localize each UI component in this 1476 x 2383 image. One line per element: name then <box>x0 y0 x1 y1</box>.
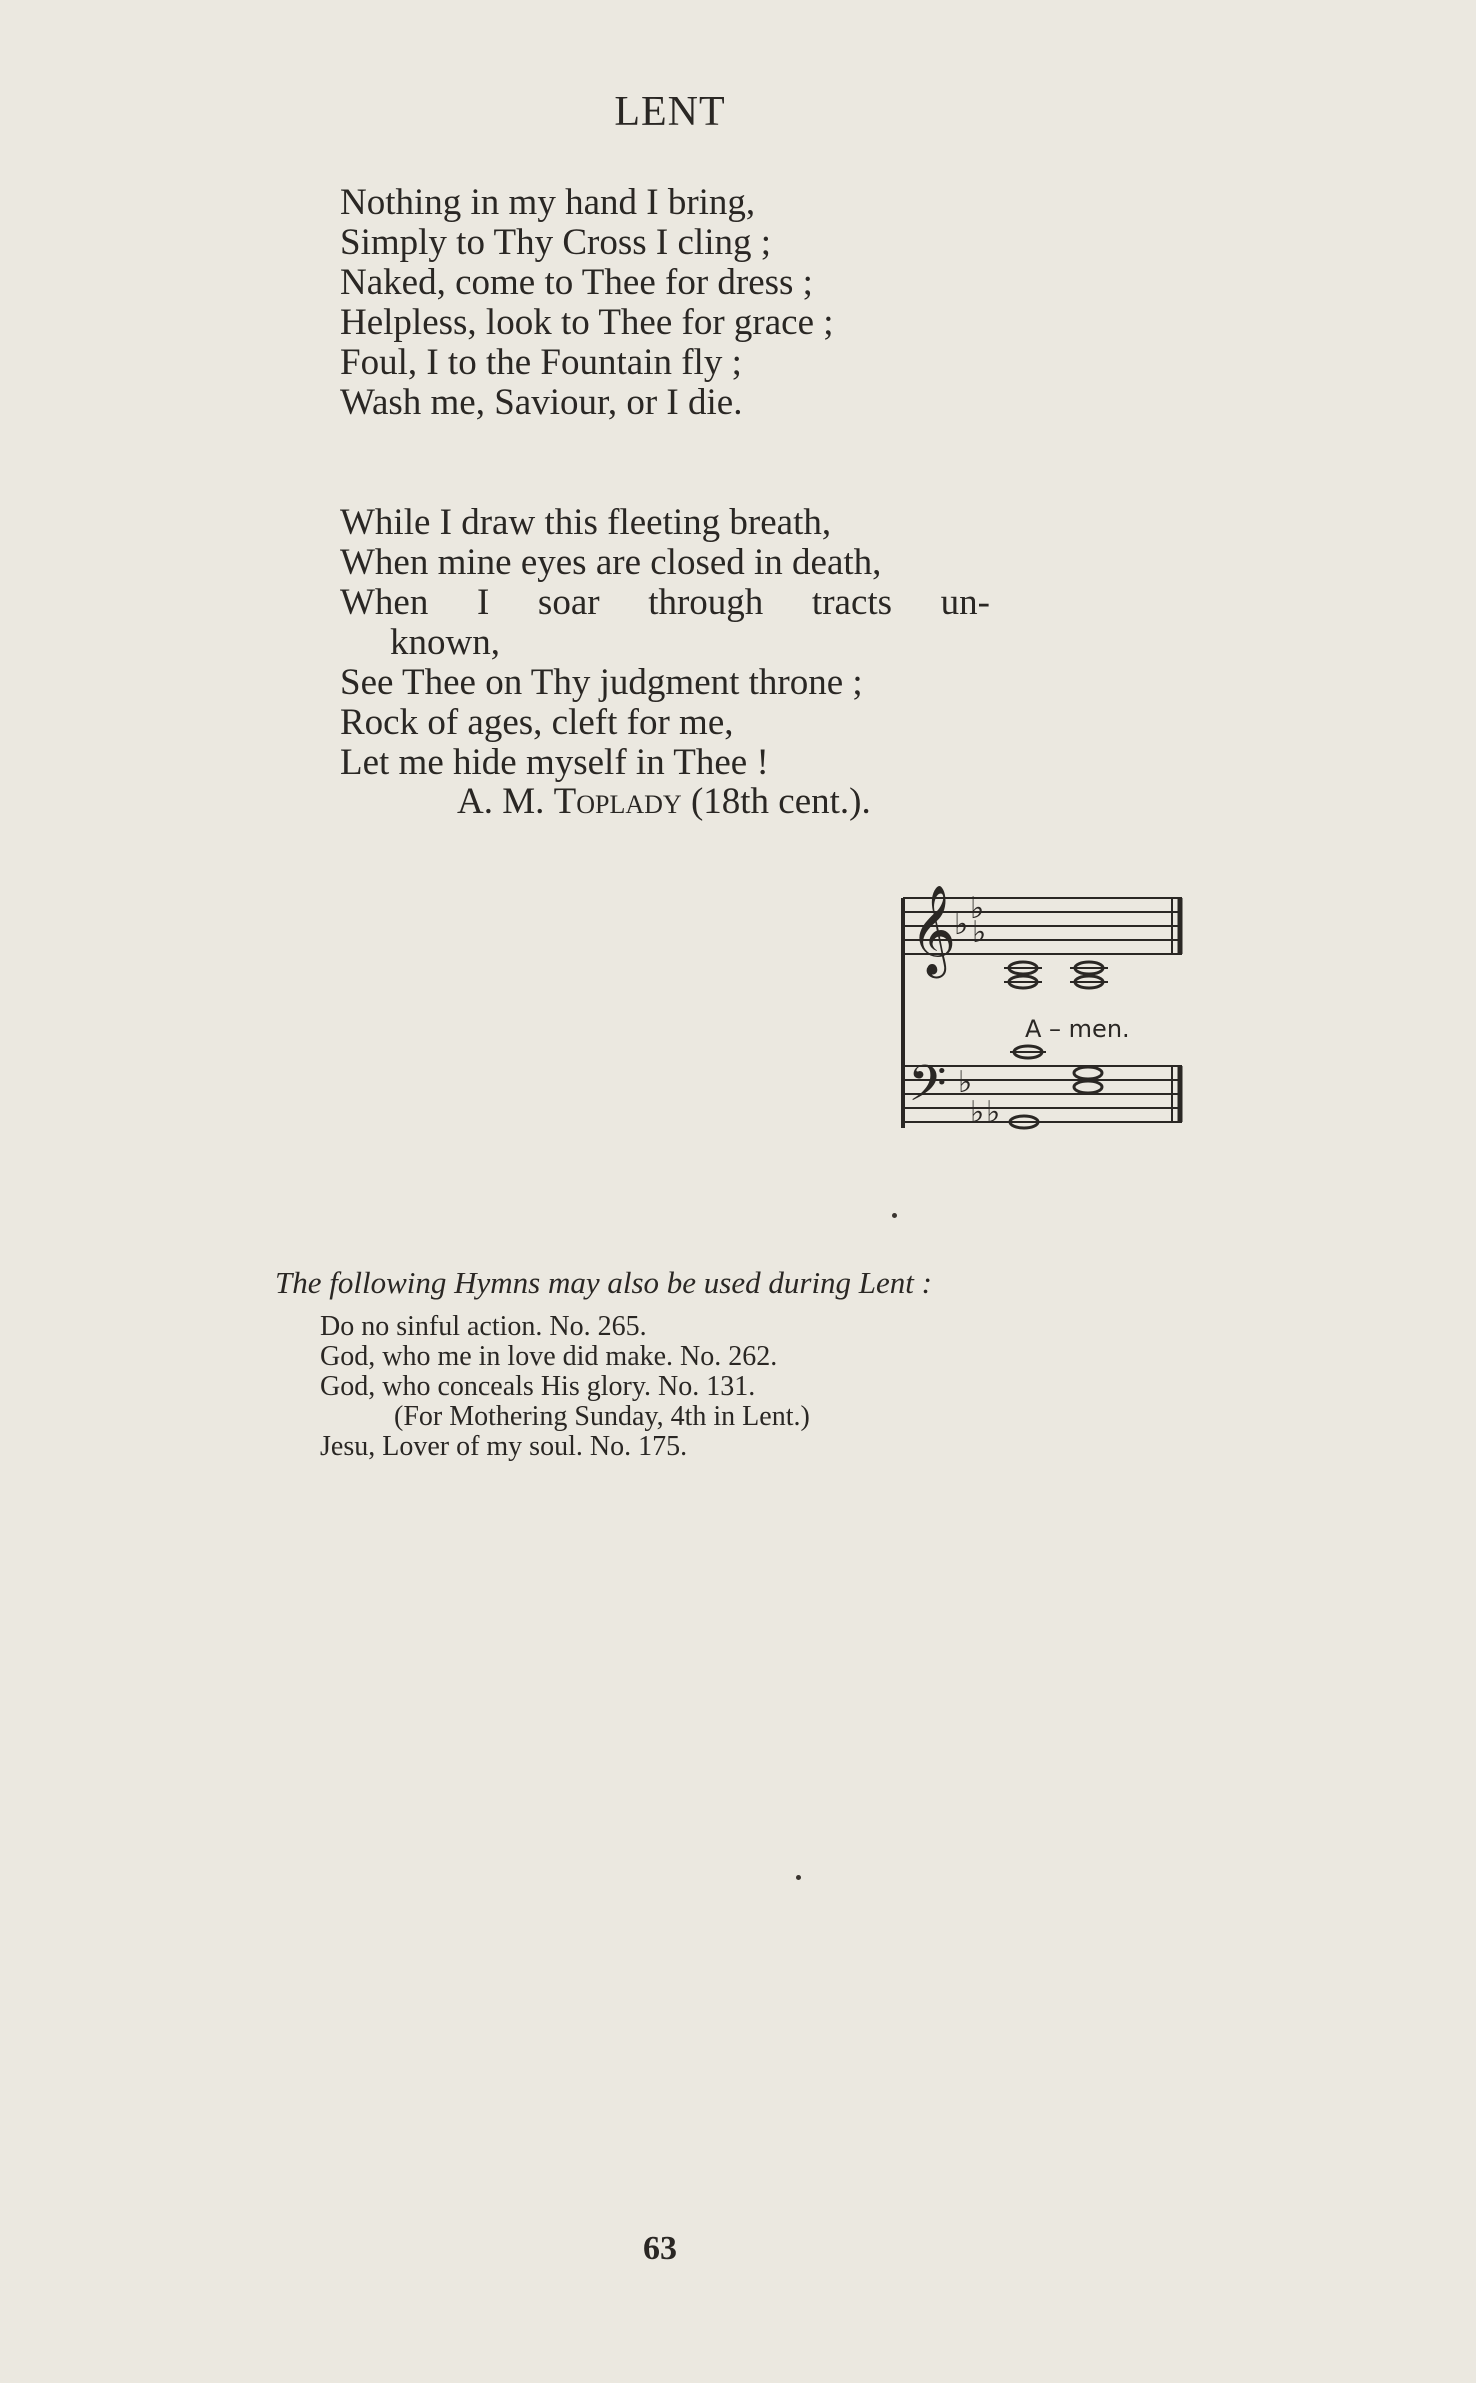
other-hymns-heading: The following Hymns may also be used during Lent : <box>275 1265 932 1300</box>
svg-text:𝄢: 𝄢 <box>908 1055 947 1125</box>
list-item: Do no sinful action. No. 265. <box>320 1311 647 1342</box>
ink-speck <box>796 1875 801 1880</box>
svg-text:♭: ♭ <box>970 1095 985 1130</box>
verse-line: Let me hide myself in Thee ! <box>340 742 769 783</box>
verse-1 <box>340 183 1010 423</box>
verse-line: Wash me, Saviour, or I die. <box>340 382 743 423</box>
ink-speck <box>892 1213 897 1218</box>
attribution-name: Toplady <box>553 781 682 822</box>
svg-text:♭: ♭ <box>970 891 985 926</box>
verse-line: Simply to Thy Cross I cling ; <box>340 222 772 263</box>
other-hymns-list <box>320 1312 810 1462</box>
list-item: (For Mothering Sunday, 4th in Lent.) <box>394 1401 810 1432</box>
list-item: God, who conceals His glory. No. 131. <box>320 1371 756 1402</box>
page-number: 63 <box>643 2230 677 2267</box>
attribution <box>457 780 871 823</box>
verse-line: Nothing in my hand I bring, <box>340 182 756 223</box>
verse-line: When mine eyes are closed in death, <box>340 542 882 583</box>
verse-line: Helpless, look to Thee for grace ; <box>340 302 834 343</box>
verse-line: Rock of ages, cleft for me, <box>340 702 734 743</box>
amen-music-notation <box>900 878 1200 1130</box>
svg-text:♭: ♭ <box>986 1095 1001 1130</box>
svg-text:♭: ♭ <box>954 907 969 942</box>
verse-line: See Thee on Thy judgment throne ; <box>340 662 863 703</box>
attribution-prefix: A. M. <box>457 781 554 822</box>
verse-line: known, <box>390 622 500 663</box>
svg-text:♭: ♭ <box>972 915 987 950</box>
verse-line: When I soar through tracts un- <box>340 582 990 623</box>
verse-line: Naked, come to Thee for dress ; <box>340 262 813 303</box>
verse-line: While I draw this fleeting breath, <box>340 502 832 543</box>
verse-2 <box>340 503 1010 783</box>
verse-line: Foul, I to the Fountain fly ; <box>340 342 742 383</box>
attribution-suffix: (18th cent.). <box>681 781 871 822</box>
svg-text:♭: ♭ <box>958 1065 973 1100</box>
amen-lyric: A – men. <box>1025 1015 1130 1043</box>
page-title: LENT <box>614 89 726 135</box>
list-item: God, who me in love did make. No. 262. <box>320 1341 778 1372</box>
svg-text:𝄞: 𝄞 <box>910 885 957 975</box>
list-item: Jesu, Lover of my soul. No. 175. <box>320 1431 688 1462</box>
